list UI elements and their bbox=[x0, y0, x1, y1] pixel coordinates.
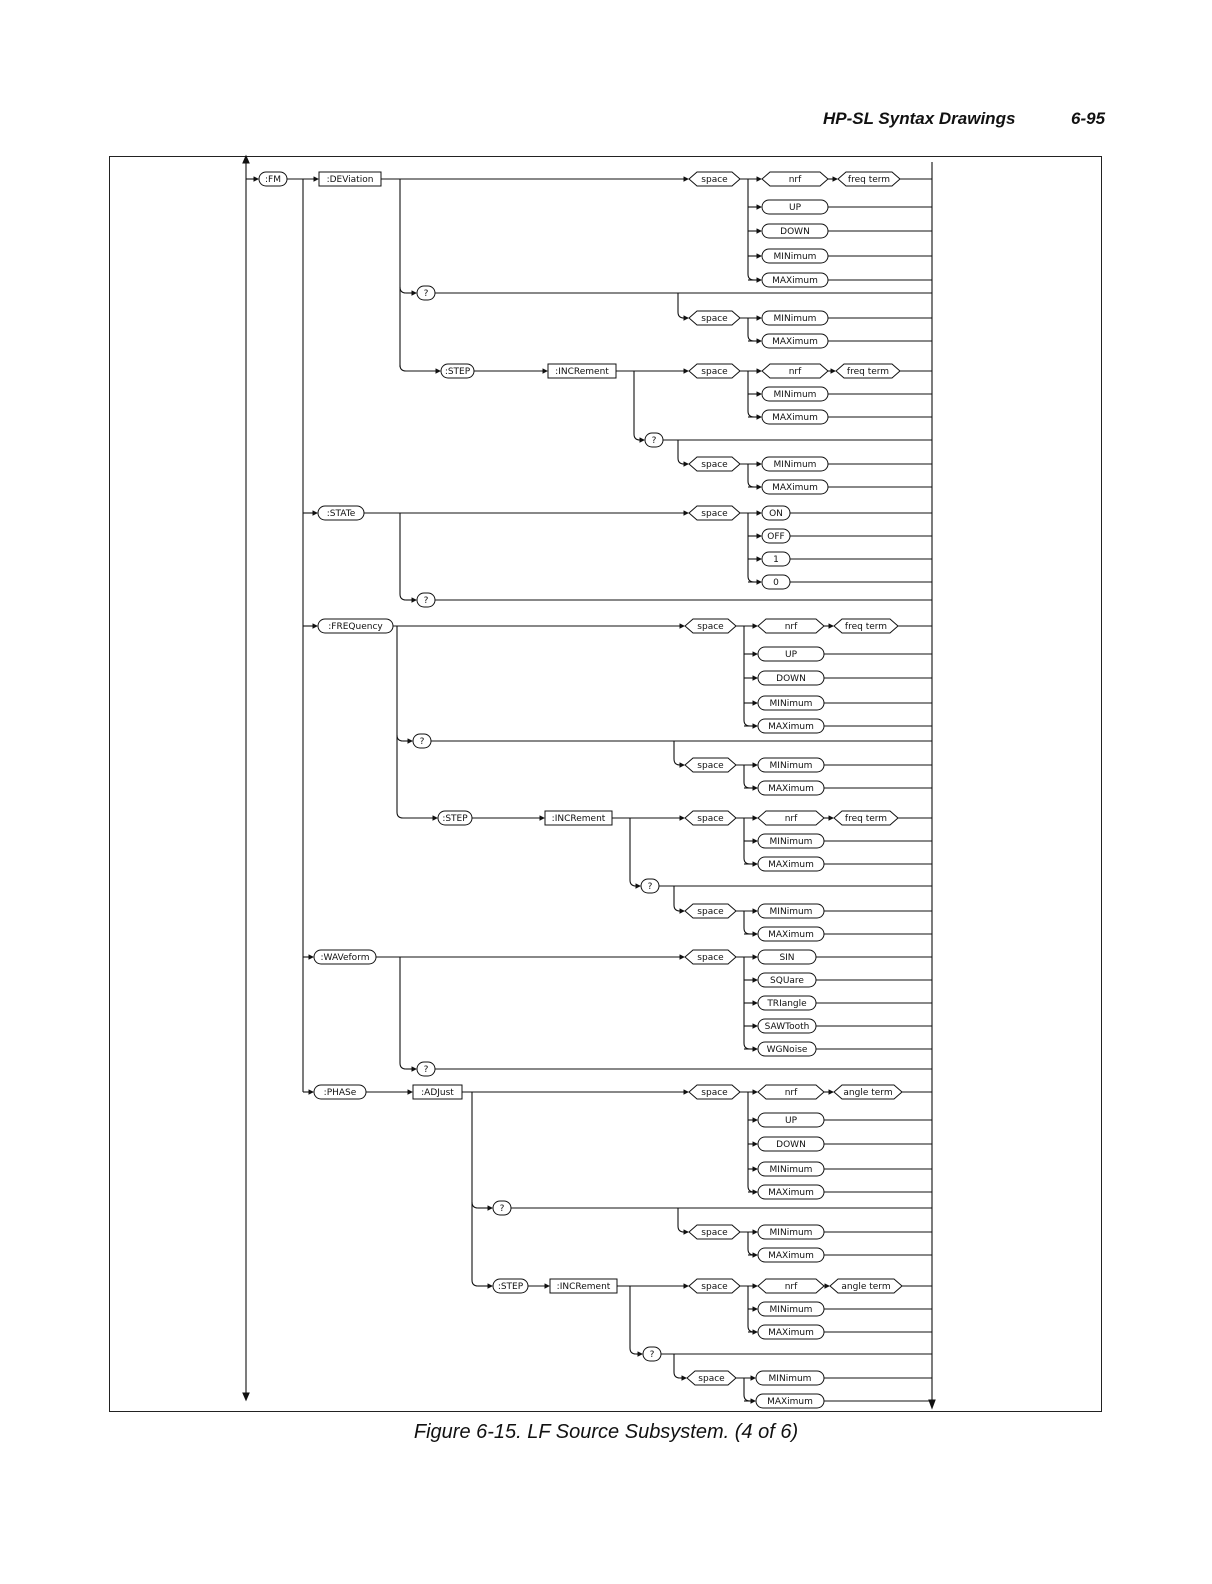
maximum-label: MAXimum bbox=[768, 930, 814, 941]
query-label: ? bbox=[423, 1065, 429, 1076]
space-node bbox=[687, 1371, 736, 1385]
fm-label: :FM bbox=[265, 175, 281, 186]
freq-term-label: freq term bbox=[846, 367, 890, 378]
space-label: space bbox=[701, 314, 728, 325]
nrf-node bbox=[762, 364, 828, 378]
state-label: :STATe bbox=[326, 509, 356, 520]
space-label: space bbox=[701, 460, 728, 471]
up-label: UP bbox=[784, 650, 798, 661]
query-label: ? bbox=[651, 436, 657, 447]
query-label: ? bbox=[423, 596, 429, 607]
minimum-label: MINimum bbox=[769, 699, 813, 710]
deviation-label: :DEViation bbox=[326, 175, 374, 186]
deviation-node bbox=[319, 172, 381, 186]
page-number: 6-95 bbox=[1071, 109, 1106, 128]
maximum-label: MAXimum bbox=[772, 483, 818, 494]
maximum-label: MAXimum bbox=[768, 1251, 814, 1262]
freq-term-label: freq term bbox=[847, 175, 891, 186]
space-node bbox=[685, 950, 736, 964]
maximum-label: MAXimum bbox=[772, 276, 818, 287]
minimum-node bbox=[762, 249, 828, 263]
query-node bbox=[417, 286, 435, 300]
minimum-node bbox=[762, 457, 828, 471]
maximum-node bbox=[762, 480, 828, 494]
frequency-node bbox=[318, 619, 393, 633]
down-node bbox=[762, 224, 828, 238]
maximum-label: MAXimum bbox=[768, 722, 814, 733]
square-node bbox=[758, 973, 816, 987]
minimum-node bbox=[758, 904, 824, 918]
freq-term-node bbox=[836, 364, 900, 378]
space-node bbox=[685, 904, 736, 918]
space-label: space bbox=[697, 907, 724, 918]
query-label: ? bbox=[647, 882, 653, 893]
query-node bbox=[645, 433, 663, 447]
space-node bbox=[689, 1225, 740, 1239]
triangle-label: TRIangle bbox=[767, 999, 807, 1010]
space-label: space bbox=[697, 953, 724, 964]
maximum-node bbox=[758, 857, 824, 871]
angle-term-node bbox=[834, 1085, 902, 1099]
query-label: ? bbox=[499, 1204, 505, 1215]
increment-node bbox=[550, 1279, 617, 1293]
up-node bbox=[758, 1113, 824, 1127]
freq-term-node bbox=[834, 619, 898, 633]
fm-node bbox=[259, 172, 287, 186]
minimum-label: MINimum bbox=[769, 837, 813, 848]
square-label: SQUare bbox=[770, 976, 804, 987]
nrf-label: nrf bbox=[788, 175, 802, 186]
query-node bbox=[643, 1347, 661, 1361]
space-label: space bbox=[697, 814, 724, 825]
query-node bbox=[641, 879, 659, 893]
off-node bbox=[762, 529, 790, 543]
space-label: space bbox=[698, 1374, 725, 1385]
freq-term-label: freq term bbox=[844, 814, 888, 825]
space-label: space bbox=[701, 175, 728, 186]
up-node bbox=[762, 200, 828, 214]
space-label: space bbox=[701, 1088, 728, 1099]
space-node bbox=[689, 506, 740, 520]
step-label: :STEP bbox=[442, 814, 468, 825]
maximum-node bbox=[762, 273, 828, 287]
minimum-label: MINimum bbox=[773, 390, 817, 401]
maximum-node bbox=[758, 927, 824, 941]
space-node bbox=[689, 311, 740, 325]
query-node bbox=[493, 1201, 511, 1215]
step-label: :STEP bbox=[497, 1282, 524, 1293]
1-node bbox=[762, 552, 790, 566]
space-node bbox=[685, 811, 736, 825]
sawtooth-label: SAWTooth bbox=[764, 1022, 810, 1033]
maximum-label: MAXimum bbox=[772, 413, 818, 424]
minimum-label: MINimum bbox=[773, 252, 817, 263]
down-label: DOWN bbox=[776, 674, 806, 685]
space-node bbox=[689, 364, 740, 378]
maximum-label: MAXimum bbox=[767, 1397, 813, 1408]
query-label: ? bbox=[419, 737, 425, 748]
increment-label: :INCRement bbox=[556, 1282, 611, 1293]
frequency-label: :FREQuency bbox=[328, 622, 383, 633]
freq-term-node bbox=[838, 172, 900, 186]
up-label: UP bbox=[784, 1116, 798, 1127]
query-label: ? bbox=[423, 289, 429, 300]
minimum-node bbox=[756, 1371, 824, 1385]
nrf-label: nrf bbox=[784, 1088, 798, 1099]
waveform-label: :WAVeform bbox=[320, 953, 370, 964]
wgnoise-node bbox=[758, 1042, 816, 1056]
query-label: ? bbox=[649, 1350, 655, 1361]
maximum-node bbox=[758, 781, 824, 795]
adjust-label: :ADJust bbox=[421, 1088, 454, 1099]
0-label: 0 bbox=[773, 578, 779, 589]
minimum-node bbox=[758, 834, 824, 848]
off-label: OFF bbox=[767, 532, 785, 543]
maximum-label: MAXimum bbox=[768, 1328, 814, 1339]
minimum-node bbox=[758, 1162, 824, 1176]
minimum-label: MINimum bbox=[769, 1305, 813, 1316]
sin-node bbox=[758, 950, 816, 964]
down-node bbox=[758, 671, 824, 685]
nrf-label: nrf bbox=[784, 1282, 798, 1293]
nrf-node bbox=[758, 1085, 824, 1099]
minimum-label: MINimum bbox=[769, 761, 813, 772]
maximum-node bbox=[758, 719, 824, 733]
page-header-title: HP-SL Syntax Drawings bbox=[823, 109, 1016, 128]
1-label: 1 bbox=[773, 555, 779, 566]
space-node bbox=[689, 457, 740, 471]
maximum-node bbox=[758, 1325, 824, 1339]
minimum-label: MINimum bbox=[769, 1165, 813, 1176]
phase-node bbox=[314, 1085, 366, 1099]
minimum-node bbox=[758, 696, 824, 710]
sawtooth-node bbox=[758, 1019, 816, 1033]
adjust-node bbox=[413, 1085, 462, 1099]
0-node bbox=[762, 575, 790, 589]
query-node bbox=[413, 734, 431, 748]
step-node bbox=[493, 1279, 528, 1293]
maximum-label: MAXimum bbox=[768, 1188, 814, 1199]
space-node bbox=[689, 172, 740, 186]
freq-term-node bbox=[834, 811, 898, 825]
space-label: space bbox=[697, 761, 724, 772]
space-label: space bbox=[701, 1282, 728, 1293]
maximum-node bbox=[756, 1394, 824, 1408]
increment-label: :INCRement bbox=[551, 814, 606, 825]
minimum-label: MINimum bbox=[773, 314, 817, 325]
minimum-label: MINimum bbox=[768, 1374, 812, 1385]
increment-node bbox=[548, 364, 616, 378]
maximum-node bbox=[758, 1185, 824, 1199]
space-node bbox=[689, 1279, 740, 1293]
minimum-node bbox=[758, 1302, 824, 1316]
freq-term-label: freq term bbox=[844, 622, 888, 633]
triangle-node bbox=[758, 996, 816, 1010]
nrf-node bbox=[758, 1279, 824, 1293]
state-node bbox=[318, 506, 364, 520]
maximum-label: MAXimum bbox=[772, 337, 818, 348]
space-node bbox=[685, 758, 736, 772]
nrf-label: nrf bbox=[784, 622, 798, 633]
space-label: space bbox=[697, 622, 724, 633]
maximum-node bbox=[758, 1248, 824, 1262]
increment-node bbox=[545, 811, 612, 825]
minimum-node bbox=[762, 387, 828, 401]
maximum-node bbox=[762, 334, 828, 348]
minimum-label: MINimum bbox=[773, 460, 817, 471]
minimum-node bbox=[758, 1225, 824, 1239]
minimum-node bbox=[758, 758, 824, 772]
phase-label: :PHASe bbox=[323, 1088, 357, 1099]
wgnoise-label: WGNoise bbox=[766, 1045, 808, 1056]
nrf-node bbox=[758, 811, 824, 825]
step-node bbox=[438, 811, 472, 825]
figure-caption: Figure 6-15. LF Source Subsystem. (4 of 6) bbox=[413, 1421, 799, 1443]
minimum-node bbox=[762, 311, 828, 325]
space-node bbox=[689, 1085, 740, 1099]
waveform-node bbox=[314, 950, 376, 964]
on-label: ON bbox=[769, 509, 783, 520]
angle-term-node bbox=[830, 1279, 902, 1293]
up-node bbox=[758, 647, 824, 661]
step-label: :STEP bbox=[444, 367, 471, 378]
maximum-node bbox=[762, 410, 828, 424]
nrf-label: nrf bbox=[784, 814, 798, 825]
space-label: space bbox=[701, 509, 728, 520]
query-node bbox=[417, 1062, 435, 1076]
step-node bbox=[441, 364, 474, 378]
angle-term-label: angle term bbox=[841, 1282, 891, 1293]
down-label: DOWN bbox=[776, 1140, 806, 1151]
nrf-node bbox=[762, 172, 828, 186]
up-label: UP bbox=[788, 203, 802, 214]
down-label: DOWN bbox=[780, 227, 810, 238]
angle-term-label: angle term bbox=[843, 1088, 893, 1099]
space-label: space bbox=[701, 367, 728, 378]
sin-label: SIN bbox=[779, 953, 795, 964]
maximum-label: MAXimum bbox=[768, 784, 814, 795]
maximum-label: MAXimum bbox=[768, 860, 814, 871]
down-node bbox=[758, 1137, 824, 1151]
nrf-node bbox=[758, 619, 824, 633]
minimum-label: MINimum bbox=[769, 907, 813, 918]
space-node bbox=[685, 619, 736, 633]
query-node bbox=[417, 593, 435, 607]
increment-label: :INCRement bbox=[555, 367, 609, 378]
on-node bbox=[762, 506, 790, 520]
nrf-label: nrf bbox=[788, 367, 802, 378]
minimum-label: MINimum bbox=[769, 1228, 813, 1239]
space-label: space bbox=[701, 1228, 728, 1239]
